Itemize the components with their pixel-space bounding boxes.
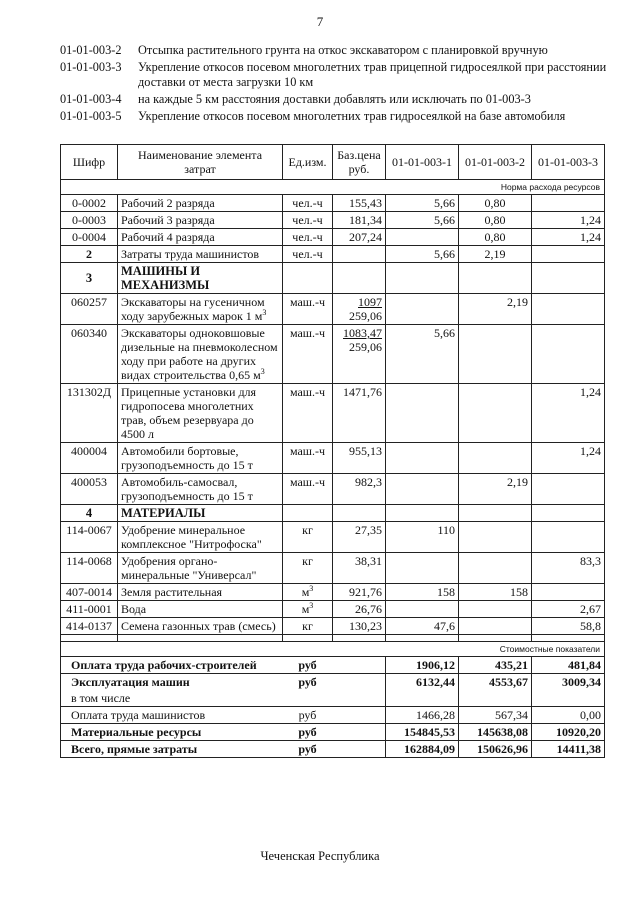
row-value-3: 83,3 — [532, 553, 605, 584]
row-value-1: 5,66 — [386, 212, 459, 229]
row-value-2 — [459, 618, 532, 635]
row-value-3: 1,24 — [532, 384, 605, 443]
row-name-text: Экскаваторы одноковшовые дизельные на пневмоколесном ходу при работе на других видах строительства 0,65 м — [121, 326, 278, 382]
table-row — [61, 384, 605, 443]
summary-value-2: 150626,96 — [459, 741, 532, 758]
row-price-bottom: 259,06 — [349, 340, 382, 354]
table-row — [61, 584, 605, 601]
summary-row — [61, 674, 605, 691]
row-price-top: 1097 — [358, 295, 382, 309]
row-value-2: 0,80 — [459, 212, 532, 229]
row-price: 921,76 — [333, 584, 386, 601]
table-row — [61, 212, 605, 229]
row-name-text: Экскаваторы на гусеничном ходу зарубежных марок 1 м — [121, 295, 265, 323]
row-value-2: 2,19 — [459, 474, 532, 505]
row-unit: чел.-ч — [283, 212, 333, 229]
row-name — [118, 325, 283, 384]
table-row — [61, 195, 605, 212]
row-value-2 — [459, 553, 532, 584]
summary-value-2: 567,34 — [459, 707, 532, 724]
row-value-2 — [459, 443, 532, 474]
definition-item — [60, 92, 620, 107]
row-name — [118, 294, 283, 325]
header-col2: 01-01-003-2 — [459, 145, 532, 180]
cost-subheader-row — [61, 642, 605, 657]
row-value-3 — [532, 195, 605, 212]
summary-value-1: 1466,28 — [386, 707, 459, 724]
definition-item — [60, 43, 620, 58]
table-row — [61, 294, 605, 325]
row-name: Удобрение минеральное комплексное "Нитрофоска" — [118, 522, 283, 553]
section-title: МАТЕРИАЛЫ — [118, 505, 283, 522]
definition-text: Укрепление откосов посевом многолетних трав прицепной гидросеялкой при расстоянии доставки от места загрузки 10 км — [138, 60, 607, 89]
section-code: 3 — [61, 263, 118, 294]
row-code: 414-0137 — [61, 618, 118, 635]
row-value-1 — [386, 384, 459, 443]
row-name: Земля растительная — [118, 584, 283, 601]
table-row — [61, 443, 605, 474]
row-value-1: 110 — [386, 522, 459, 553]
row-price: 130,23 — [333, 618, 386, 635]
row-price: 982,3 — [333, 474, 386, 505]
table-row — [61, 246, 605, 263]
row-unit: чел.-ч — [283, 229, 333, 246]
summary-value-3: 10920,20 — [532, 724, 605, 741]
row-unit: чел.-ч — [283, 195, 333, 212]
row-value-2 — [459, 384, 532, 443]
row-value-2 — [459, 522, 532, 553]
section-title: МАШИНЫ И МЕХАНИЗМЫ — [118, 263, 283, 294]
summary-unit: руб — [283, 657, 333, 674]
summary-label: Материальные ресурсы — [61, 724, 283, 741]
header-unit: Ед.изм. — [283, 145, 333, 180]
row-value-3: 1,24 — [532, 229, 605, 246]
row-unit: маш.-ч — [283, 325, 333, 384]
table-row — [61, 474, 605, 505]
page-footer: Чеченская Республика — [260, 849, 380, 863]
row-value-3 — [532, 474, 605, 505]
row-value-1: 5,66 — [386, 195, 459, 212]
summary-value-1: 154845,53 — [386, 724, 459, 741]
resource-table — [60, 144, 605, 758]
row-unit: маш.-ч — [283, 294, 333, 325]
row-price: 181,34 — [333, 212, 386, 229]
section-row — [61, 505, 605, 522]
summary-label: Всего, прямые затраты — [61, 741, 283, 758]
row-name: Рабочий 3 разряда — [118, 212, 283, 229]
row-name: Вода — [118, 601, 283, 618]
cost-subheader: Стоимостные показатели — [61, 642, 605, 657]
table-row — [61, 325, 605, 384]
row-code: 0-0004 — [61, 229, 118, 246]
summary-unit: руб — [283, 724, 333, 741]
row-value-2: 2,19 — [459, 246, 532, 263]
page-number: 7 — [316, 14, 324, 29]
definitions-list — [60, 43, 620, 126]
summary-unit: руб — [283, 741, 333, 758]
row-code: 131302Д — [61, 384, 118, 443]
row-code: 411-0001 — [61, 601, 118, 618]
row-value-2: 2,19 — [459, 294, 532, 325]
row-price: 1471,76 — [333, 384, 386, 443]
row-value-3 — [532, 325, 605, 384]
row-value-1 — [386, 229, 459, 246]
row-value-1 — [386, 601, 459, 618]
summary-value-2: 145638,08 — [459, 724, 532, 741]
header-col3: 01-01-003-3 — [532, 145, 605, 180]
summary-value-1: 162884,09 — [386, 741, 459, 758]
row-unit — [283, 601, 333, 618]
summary-row — [61, 690, 605, 707]
row-unit-sup: 3 — [309, 601, 314, 610]
row-value-3 — [532, 246, 605, 263]
summary-value-3: 481,84 — [532, 657, 605, 674]
summary-unit: руб — [283, 674, 333, 691]
row-unit: чел.-ч — [283, 246, 333, 263]
row-value-2: 158 — [459, 584, 532, 601]
row-price — [333, 294, 386, 325]
definition-text: Отсыпка растительного грунта на откос экскаватором с планировкой вручную — [138, 43, 548, 57]
summary-row — [61, 657, 605, 674]
row-unit: маш.-ч — [283, 474, 333, 505]
definition-code: 01-01-003-4 — [60, 92, 122, 106]
row-code: 060257 — [61, 294, 118, 325]
row-value-1: 5,66 — [386, 325, 459, 384]
row-value-3: 58,8 — [532, 618, 605, 635]
row-unit: маш.-ч — [283, 384, 333, 443]
row-price: 155,43 — [333, 195, 386, 212]
row-value-1 — [386, 294, 459, 325]
definition-code: 01-01-003-5 — [60, 109, 122, 123]
definition-item — [60, 109, 620, 124]
norm-subheader: Норма расхода ресурсов — [61, 180, 605, 195]
norm-subheader-row — [61, 180, 605, 195]
row-value-3 — [532, 522, 605, 553]
header-name: Наименование элемента затрат — [118, 145, 283, 180]
row-value-1: 47,6 — [386, 618, 459, 635]
summary-label: Оплата труда рабочих-строителей — [61, 657, 283, 674]
summary-row — [61, 724, 605, 741]
row-unit: кг — [283, 618, 333, 635]
summary-value-3: 0,00 — [532, 707, 605, 724]
table-row — [61, 229, 605, 246]
definition-code: 01-01-003-3 — [60, 60, 122, 74]
definition-text: Укрепление откосов посевом многолетних трав гидросеялкой на базе автомобиля — [138, 109, 566, 123]
row-name: Удобрения органо-минеральные "Универсал" — [118, 553, 283, 584]
row-value-2 — [459, 601, 532, 618]
row-code: 060340 — [61, 325, 118, 384]
definition-text: на каждые 5 км расстояния доставки добавлять или исключать по 01-003-3 — [138, 92, 531, 106]
summary-value-3: 3009,34 — [532, 674, 605, 691]
summary-label: Эксплуатация машин — [61, 674, 283, 691]
row-code: 400004 — [61, 443, 118, 474]
row-price: 26,76 — [333, 601, 386, 618]
definition-item — [60, 60, 620, 90]
row-value-3: 2,67 — [532, 601, 605, 618]
row-code: 114-0067 — [61, 522, 118, 553]
row-value-1 — [386, 553, 459, 584]
summary-value-2: 4553,67 — [459, 674, 532, 691]
row-price — [333, 325, 386, 384]
row-price-bottom: 259,06 — [349, 309, 382, 323]
row-unit: кг — [283, 522, 333, 553]
row-price: 27,35 — [333, 522, 386, 553]
summary-row — [61, 707, 605, 724]
row-price-top: 1083,47 — [343, 326, 382, 340]
row-value-1 — [386, 474, 459, 505]
row-code: 400053 — [61, 474, 118, 505]
table-row — [61, 522, 605, 553]
summary-label: Оплата труда машинистов — [61, 707, 283, 724]
row-name: Автомобиль-самосвал, грузоподъемность до 15 т — [118, 474, 283, 505]
row-name: Рабочий 4 разряда — [118, 229, 283, 246]
row-value-3 — [532, 294, 605, 325]
summary-value-3: 14411,38 — [532, 741, 605, 758]
row-code: 0-0002 — [61, 195, 118, 212]
row-value-2 — [459, 325, 532, 384]
row-name: Семена газонных трав (смесь) — [118, 618, 283, 635]
row-price: 207,24 — [333, 229, 386, 246]
table-header-row — [61, 145, 605, 180]
summary-row — [61, 741, 605, 758]
row-price — [333, 246, 386, 263]
row-name-sup: 3 — [260, 367, 265, 376]
row-value-3: 1,24 — [532, 443, 605, 474]
row-value-2: 0,80 — [459, 195, 532, 212]
table-spacer-row — [61, 635, 605, 642]
summary-value-1: 6132,44 — [386, 674, 459, 691]
header-col1: 01-01-003-1 — [386, 145, 459, 180]
table-row — [61, 618, 605, 635]
row-unit: кг — [283, 553, 333, 584]
row-code: 0-0003 — [61, 212, 118, 229]
section-row — [61, 263, 605, 294]
row-value-1: 158 — [386, 584, 459, 601]
summary-label: в том числе — [61, 690, 283, 707]
row-value-2: 0,80 — [459, 229, 532, 246]
summary-value-1: 1906,12 — [386, 657, 459, 674]
row-unit-text: м — [301, 602, 310, 616]
section-code: 4 — [61, 505, 118, 522]
header-price: Баз.цена руб. — [333, 145, 386, 180]
row-price: 955,13 — [333, 443, 386, 474]
row-unit — [283, 584, 333, 601]
row-name: Рабочий 2 разряда — [118, 195, 283, 212]
row-value-3 — [532, 584, 605, 601]
row-unit-sup: 3 — [309, 584, 314, 593]
row-name: Автомобили бортовые, грузоподъемность до 15 т — [118, 443, 283, 474]
row-code: 407-0014 — [61, 584, 118, 601]
row-unit: маш.-ч — [283, 443, 333, 474]
summary-unit: руб — [283, 707, 333, 724]
header-code: Шифр — [61, 145, 118, 180]
definition-code: 01-01-003-2 — [60, 43, 122, 57]
row-code: 2 — [61, 246, 118, 263]
row-value-1: 5,66 — [386, 246, 459, 263]
row-value-1 — [386, 443, 459, 474]
row-price: 38,31 — [333, 553, 386, 584]
row-unit-text: м — [301, 585, 310, 599]
summary-value-2: 435,21 — [459, 657, 532, 674]
table-row — [61, 601, 605, 618]
row-code: 114-0068 — [61, 553, 118, 584]
row-name-sup: 3 — [262, 308, 267, 317]
row-name: Затраты труда машинистов — [118, 246, 283, 263]
table-row — [61, 553, 605, 584]
row-name: Прицепные установки для гидропосева многолетних трав, объем резервуара до 4500 л — [118, 384, 283, 443]
row-value-3: 1,24 — [532, 212, 605, 229]
